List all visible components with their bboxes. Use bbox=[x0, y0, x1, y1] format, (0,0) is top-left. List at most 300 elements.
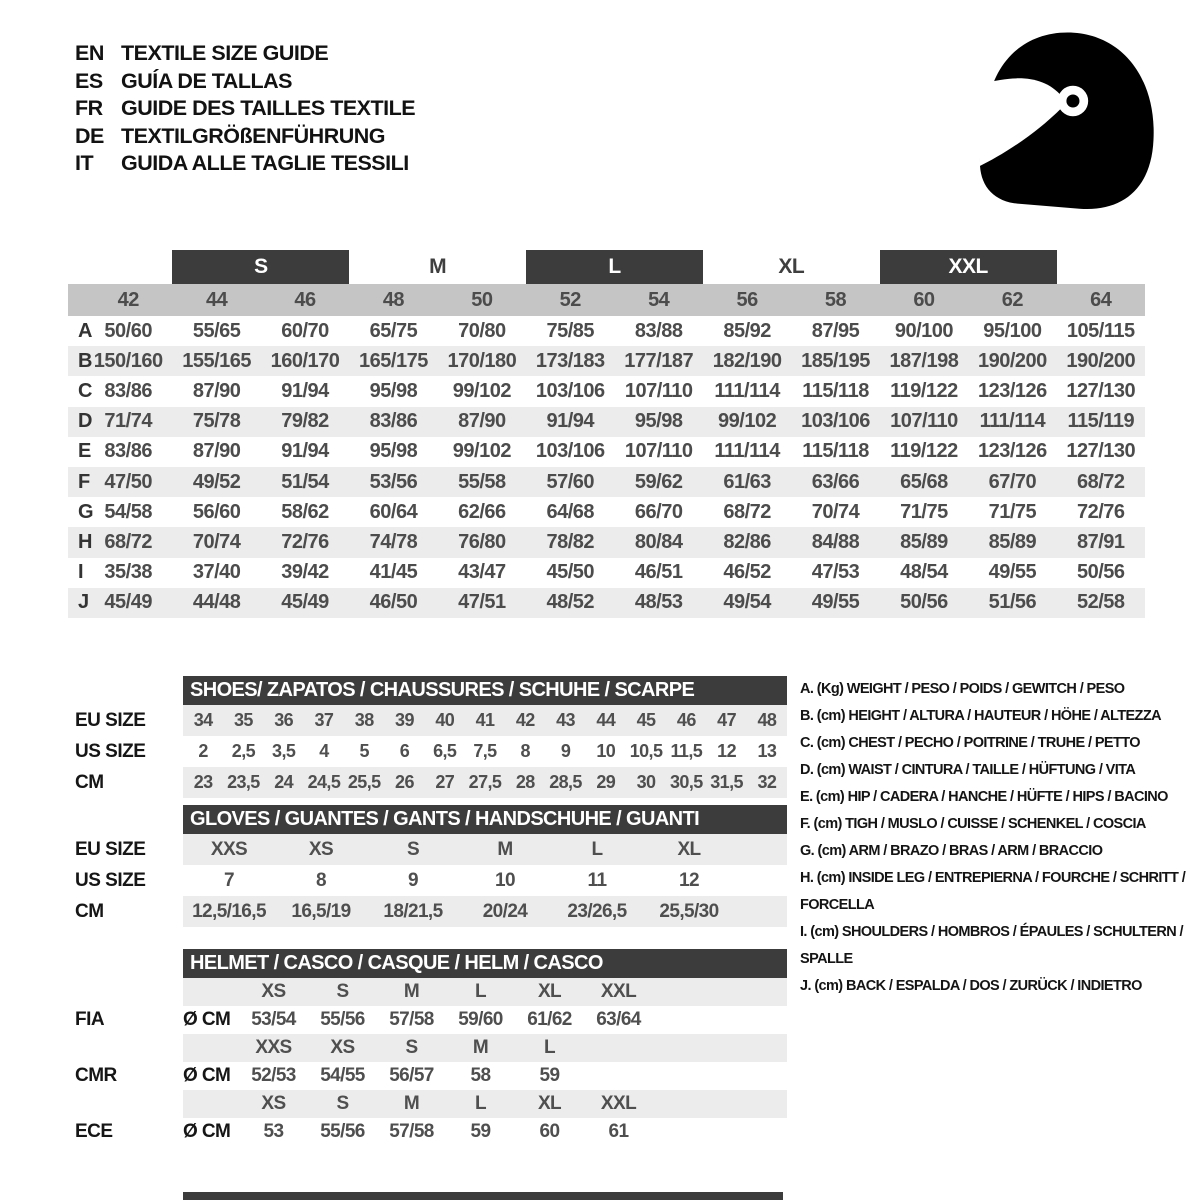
measurement-cell: 41/45 bbox=[369, 561, 418, 584]
measurement-cell: 44/48 bbox=[192, 591, 241, 614]
measurement-cell: 45/49 bbox=[281, 591, 329, 614]
row-label: EU SIZE bbox=[75, 838, 146, 860]
shoes-cell: 8 bbox=[520, 741, 530, 761]
measurement-cell: 43/47 bbox=[458, 561, 506, 584]
unit-label: Ø CM bbox=[183, 1065, 231, 1086]
helmet-cell: 54/55 bbox=[320, 1065, 365, 1086]
helmet-size-header: XXL bbox=[600, 1093, 637, 1114]
gloves-cell: 9 bbox=[408, 869, 418, 891]
measurement-cell: 150/160 bbox=[93, 349, 163, 372]
measurement-cell: 91/94 bbox=[281, 379, 329, 402]
helmet-cell: 60 bbox=[539, 1121, 560, 1142]
measurement-cell: 46/50 bbox=[369, 591, 418, 614]
measurement-cell: 177/187 bbox=[624, 349, 694, 372]
measurement-cell: 107/110 bbox=[624, 440, 693, 463]
helmet-cell: 61/62 bbox=[527, 1009, 572, 1030]
legend-item: F. (cm) TIGH / MUSLO / CUISSE / SCHENKEL / COSCIA bbox=[800, 816, 1146, 832]
measurement-cell: 190/200 bbox=[977, 349, 1047, 372]
helmet-cell: 59 bbox=[470, 1121, 491, 1142]
size-group-box: XXL bbox=[880, 250, 1057, 284]
gloves-cell: S bbox=[406, 838, 420, 860]
language-code: ES bbox=[75, 68, 103, 93]
measurement-cell: 68/72 bbox=[723, 500, 771, 523]
row-letter: E bbox=[78, 440, 91, 463]
measurement-cell: 87/95 bbox=[811, 319, 860, 342]
shoes-row-values bbox=[183, 736, 787, 767]
legend-item: I. (cm) SHOULDERS / HOMBROS / ÉPAULES / SCHULTERN / SPALLE bbox=[800, 924, 1183, 967]
measurement-cell: 76/80 bbox=[458, 530, 506, 553]
unit-label: Ø CM bbox=[183, 1121, 231, 1142]
shoes-cell: 38 bbox=[354, 710, 374, 730]
shoes-cell: 10 bbox=[596, 741, 616, 761]
measurement-cell: 190/200 bbox=[1066, 349, 1136, 372]
gloves-section-header: GLOVES / GUANTES / GANTS / HANDSCHUHE / GUANTI bbox=[183, 805, 787, 834]
measurement-cell: 37/40 bbox=[192, 561, 241, 584]
legend-item: D. (cm) WAIST / CINTURA / TAILLE / HÜFTUNG / VITA bbox=[800, 762, 1136, 778]
measurement-row bbox=[68, 497, 1145, 527]
helmet-size-header-values bbox=[183, 1090, 787, 1118]
measurement-cell: 57/60 bbox=[546, 470, 595, 493]
measurement-cell: 48/53 bbox=[634, 591, 683, 614]
shoes-cell: 12 bbox=[717, 741, 736, 761]
helmet-size-header-row bbox=[75, 1090, 787, 1118]
shoes-cell: 43 bbox=[556, 710, 575, 730]
gloves-row bbox=[75, 896, 787, 927]
values-grid bbox=[183, 1006, 787, 1034]
size-group-box: L bbox=[526, 250, 703, 284]
values-grid bbox=[183, 1118, 787, 1146]
size-group-box: S bbox=[172, 250, 349, 284]
shoes-cell: 2 bbox=[198, 741, 208, 761]
measurement-cell: 71/75 bbox=[988, 500, 1037, 523]
measurement-cell: 64/68 bbox=[546, 500, 595, 523]
gloves-row bbox=[75, 834, 787, 865]
measurement-cell: 105/115 bbox=[1066, 319, 1135, 342]
language-label: GUÍA DE TALLAS bbox=[121, 68, 292, 93]
shoes-cell: 27 bbox=[435, 772, 455, 792]
measurement-row bbox=[68, 437, 1145, 467]
row-label-spacer bbox=[75, 1090, 183, 1118]
measurement-cell: 187/198 bbox=[889, 349, 959, 372]
size-column-header: 64 bbox=[1090, 288, 1112, 311]
language-code: EN bbox=[75, 41, 104, 65]
measurement-cell: 51/54 bbox=[281, 470, 329, 493]
shoes-row bbox=[75, 736, 787, 767]
measurement-row bbox=[68, 407, 1145, 437]
standard-label: ECE bbox=[75, 1121, 113, 1142]
language-title-list bbox=[75, 40, 415, 178]
measurement-cell: 91/94 bbox=[546, 410, 595, 433]
helmet-size-header: M bbox=[403, 1093, 420, 1114]
helmet-row-values bbox=[183, 1006, 787, 1034]
measurement-cell: 87/90 bbox=[192, 440, 241, 463]
measurement-cell: 75/85 bbox=[546, 319, 595, 342]
helmet-value-row bbox=[75, 1006, 787, 1034]
helmet-cell: 55/56 bbox=[320, 1121, 365, 1142]
row-label: US SIZE bbox=[75, 740, 146, 762]
language-code: FR bbox=[75, 96, 103, 120]
helmet-cell: 59 bbox=[539, 1065, 560, 1086]
standard-label: CMR bbox=[75, 1065, 117, 1086]
measurement-cell: 39/42 bbox=[281, 561, 329, 584]
measurement-cell: 111/114 bbox=[714, 440, 780, 463]
size-column-header: 58 bbox=[824, 288, 847, 311]
shoes-cell: 25,5 bbox=[347, 772, 381, 792]
shoes-cell: 37 bbox=[314, 710, 334, 730]
shoes-cell: 6,5 bbox=[433, 741, 457, 761]
measurement-cell: 70/74 bbox=[192, 530, 241, 553]
legend-item: A. (Kg) WEIGHT / PESO / POIDS / GEWITCH / PESO bbox=[800, 681, 1125, 697]
measurement-cell: 173/183 bbox=[535, 349, 605, 372]
measurement-cell: 83/86 bbox=[104, 379, 152, 402]
helmet-cell: 63/64 bbox=[596, 1009, 641, 1030]
gloves-cell: 25,5/30 bbox=[659, 900, 719, 922]
gloves-cell: 10 bbox=[495, 869, 515, 891]
helmet-cell: 59/60 bbox=[458, 1009, 503, 1030]
shoes-cell: 4 bbox=[319, 741, 329, 761]
shoes-cell: 34 bbox=[193, 710, 213, 730]
shoes-cell: 46 bbox=[676, 710, 696, 730]
shoes-cell: 6 bbox=[399, 741, 410, 761]
language-code: IT bbox=[75, 151, 94, 175]
values-grid bbox=[183, 1034, 787, 1062]
measurement-cell: 48/54 bbox=[900, 561, 948, 584]
gloves-cell: 7 bbox=[224, 869, 234, 891]
row-letter: C bbox=[78, 379, 92, 402]
measurement-cell: 72/76 bbox=[281, 530, 329, 553]
measurement-cell: 182/190 bbox=[712, 349, 782, 372]
measurement-cell: 50/56 bbox=[1077, 561, 1125, 584]
measurement-cell: 49/55 bbox=[811, 591, 860, 614]
measurement-cell: 66/70 bbox=[634, 500, 683, 523]
gloves-cell: 18/21,5 bbox=[383, 900, 443, 922]
shoes-cell: 2,5 bbox=[231, 741, 256, 761]
helmet-size-header: XL bbox=[537, 1093, 562, 1114]
row-letter: B bbox=[78, 349, 92, 372]
shoes-cell: 28 bbox=[515, 772, 535, 792]
row-letter: I bbox=[78, 561, 84, 584]
helmet-size-header-row bbox=[75, 1034, 787, 1062]
measurement-row bbox=[68, 558, 1145, 588]
size-column-header: 42 bbox=[117, 288, 139, 311]
gloves-cell: 23/26,5 bbox=[567, 900, 627, 922]
values-grid bbox=[183, 1090, 787, 1118]
measurement-cell: 58/62 bbox=[281, 500, 329, 523]
measurement-cell: 83/86 bbox=[369, 410, 418, 433]
measurement-cell: 79/82 bbox=[281, 410, 329, 433]
helmet-row-values bbox=[183, 1062, 787, 1090]
measurement-cell: 63/66 bbox=[811, 470, 860, 493]
helmet-size-header: M bbox=[472, 1037, 489, 1058]
measurement-cell: 59/62 bbox=[634, 470, 683, 493]
helmet-size-header: S bbox=[336, 1093, 349, 1114]
helmet-section-header: HELMET / CASCO / CASQUE / HELM / CASCO bbox=[183, 949, 787, 978]
measurement-cell: 68/72 bbox=[104, 530, 152, 553]
measurement-cell: 47/53 bbox=[811, 561, 860, 584]
measurement-cell: 99/102 bbox=[452, 440, 511, 463]
measurement-cell: 165/175 bbox=[359, 349, 428, 372]
measurement-cell: 56/60 bbox=[192, 500, 241, 523]
measurement-cell: 47/51 bbox=[458, 591, 506, 614]
shoes-cell: 35 bbox=[233, 710, 253, 730]
shoes-cell: 39 bbox=[395, 710, 414, 730]
unit-label: Ø CM bbox=[183, 1009, 231, 1030]
gloves-cell: M bbox=[497, 838, 513, 860]
helmet-cell: 57/58 bbox=[389, 1121, 434, 1142]
helmet-size-header: S bbox=[405, 1037, 418, 1058]
shoes-row-values bbox=[183, 705, 787, 736]
measurement-cell: 51/56 bbox=[988, 591, 1037, 614]
legend-item: G. (cm) ARM / BRAZO / BRAS / ARM / BRACCIO bbox=[800, 843, 1103, 859]
row-label: CM bbox=[75, 900, 104, 922]
values-grid bbox=[183, 1062, 787, 1090]
gloves-cell: 11 bbox=[587, 869, 607, 891]
size-column-header: 52 bbox=[559, 288, 581, 311]
measurement-cell: 87/91 bbox=[1077, 530, 1125, 553]
measurement-cell: 61/63 bbox=[723, 470, 771, 493]
size-column-header: 50 bbox=[471, 288, 493, 311]
helmet-size-header: M bbox=[403, 981, 420, 1002]
measurement-cell: 115/119 bbox=[1067, 410, 1135, 433]
gloves-cell: 12 bbox=[679, 869, 699, 891]
measurement-cell: 160/170 bbox=[270, 349, 340, 372]
gloves-cell: L bbox=[591, 838, 603, 860]
measurement-cell: 60/70 bbox=[281, 319, 329, 342]
helmet-size-header-row bbox=[75, 978, 787, 1006]
accessory-size-tables bbox=[75, 676, 787, 1146]
helmet-cell: 61 bbox=[608, 1121, 629, 1142]
gloves-row-values bbox=[183, 865, 787, 896]
measurement-cell: 60/64 bbox=[369, 500, 418, 523]
measurement-cell: 107/110 bbox=[890, 410, 958, 433]
row-label: US SIZE bbox=[75, 869, 146, 891]
row-letter: G bbox=[78, 500, 94, 523]
measurement-cell: 52/58 bbox=[1077, 591, 1125, 614]
gloves-cell: 16,5/19 bbox=[291, 900, 351, 922]
language-label: TEXTILE SIZE GUIDE bbox=[121, 41, 329, 65]
legend-item: H. (cm) INSIDE LEG / ENTREPIERNA / FOURCHE / SCHRITT / FORCELLA bbox=[800, 870, 1186, 913]
measurement-cell: 95/98 bbox=[634, 410, 683, 433]
shoes-cell: 26 bbox=[395, 772, 414, 792]
shoes-cell: 30,5 bbox=[670, 772, 703, 792]
shoes-cell: 42 bbox=[515, 710, 535, 730]
measurement-cell: 46/51 bbox=[634, 561, 683, 584]
measurement-cell: 54/58 bbox=[104, 500, 152, 523]
measurement-cell: 111/114 bbox=[979, 410, 1046, 433]
measurement-cell: 90/100 bbox=[894, 319, 954, 342]
measurement-row bbox=[68, 527, 1145, 557]
measurement-cell: 50/56 bbox=[900, 591, 948, 614]
shoes-cell: 24 bbox=[274, 772, 294, 792]
measurement-cell: 83/86 bbox=[104, 440, 152, 463]
shoes-cell: 13 bbox=[757, 741, 777, 761]
shoes-cell: 32 bbox=[757, 772, 777, 792]
measurement-cell: 185/195 bbox=[801, 349, 870, 372]
helmet-value-row bbox=[75, 1118, 787, 1146]
gloves-row-values bbox=[183, 896, 787, 927]
measurement-cell: 47/50 bbox=[104, 470, 152, 493]
gloves-cell: 12,5/16,5 bbox=[192, 900, 266, 922]
legend-item: B. (cm) HEIGHT / ALTURA / HAUTEUR / HÖHE / ALTEZZA bbox=[800, 708, 1161, 724]
legend-item: C. (cm) CHEST / PECHO / POITRINE / TRUHE / PETTO bbox=[800, 735, 1140, 751]
row-label: CM bbox=[75, 771, 104, 793]
language-label: TEXTILGRÖßENFÜHRUNG bbox=[121, 123, 386, 148]
measurement-cell: 72/76 bbox=[1077, 500, 1125, 523]
measurement-cell: 74/78 bbox=[369, 530, 418, 553]
measurement-cell: 71/75 bbox=[900, 500, 948, 523]
helmet-cell: 52/53 bbox=[251, 1065, 296, 1086]
shoes-cell: 10,5 bbox=[629, 741, 663, 761]
measurement-cell: 115/118 bbox=[802, 379, 869, 402]
measurement-cell: 68/72 bbox=[1077, 470, 1125, 493]
legend-item: E. (cm) HIP / CADERA / HANCHE / HÜFTE / HIPS / BACINO bbox=[800, 789, 1168, 805]
shoes-cell: 48 bbox=[757, 710, 777, 730]
measurement-cell: 99/102 bbox=[718, 410, 777, 433]
measurement-cell: 48/52 bbox=[546, 591, 595, 614]
shoes-cell: 5 bbox=[359, 741, 369, 761]
language-code: DE bbox=[75, 123, 104, 148]
values-grid bbox=[183, 736, 787, 767]
size-column-header: 44 bbox=[205, 288, 228, 311]
shoes-cell: 40 bbox=[435, 710, 455, 730]
helmet-cell: 56/57 bbox=[389, 1065, 434, 1086]
measurement-cell: 65/75 bbox=[369, 319, 418, 342]
measurement-cell: 45/50 bbox=[546, 561, 595, 584]
helmet-size-header: XXL bbox=[600, 981, 637, 1002]
gloves-cell: XS bbox=[308, 838, 334, 860]
measurement-cell: 70/74 bbox=[811, 500, 860, 523]
shoes-cell: 3,5 bbox=[272, 741, 296, 761]
helmet-size-header: XXS bbox=[255, 1037, 292, 1058]
measurement-cell: 49/52 bbox=[192, 470, 241, 493]
size-column-header: 60 bbox=[913, 288, 935, 311]
measurement-cell: 115/118 bbox=[802, 440, 869, 463]
measurement-cell: 87/90 bbox=[192, 379, 241, 402]
measurement-cell: 85/89 bbox=[900, 530, 948, 553]
values-grid bbox=[183, 865, 787, 896]
gloves-section bbox=[75, 805, 787, 834]
helmet-size-header: XS bbox=[261, 1093, 286, 1114]
size-column-header: 46 bbox=[294, 288, 316, 311]
measurement-cell: 123/126 bbox=[977, 440, 1047, 463]
helmet-cell: 53/54 bbox=[251, 1009, 296, 1030]
helmet-row-values bbox=[183, 1118, 787, 1146]
measurement-cell: 127/130 bbox=[1066, 440, 1136, 463]
measurement-cell: 45/49 bbox=[104, 591, 152, 614]
size-group-label: XL bbox=[778, 255, 805, 278]
measurement-cell: 95/100 bbox=[983, 319, 1042, 342]
shoes-cell: 27,5 bbox=[468, 772, 502, 792]
measurement-cell: 62/66 bbox=[458, 500, 506, 523]
measurement-legend bbox=[800, 676, 1198, 1000]
helmet-icon bbox=[975, 22, 1160, 217]
title-spacer bbox=[75, 676, 183, 705]
gloves-row-values bbox=[183, 834, 787, 865]
measurement-cell: 65/68 bbox=[900, 470, 948, 493]
shoes-cell: 47 bbox=[717, 710, 736, 730]
measurement-cell: 55/65 bbox=[192, 319, 241, 342]
measurement-cell: 75/78 bbox=[192, 410, 241, 433]
helmet-size-header: S bbox=[336, 981, 349, 1002]
measurement-cell: 123/126 bbox=[977, 379, 1047, 402]
measurement-cell: 155/165 bbox=[182, 349, 252, 372]
measurement-cell: 67/70 bbox=[988, 470, 1037, 493]
measurement-cell: 85/92 bbox=[723, 319, 771, 342]
helmet-value-row bbox=[75, 1062, 787, 1090]
shoes-section bbox=[75, 676, 787, 705]
size-column-header: 56 bbox=[736, 288, 758, 311]
size-column-header: 62 bbox=[1001, 288, 1023, 311]
measurement-cell: 49/54 bbox=[723, 591, 771, 614]
measurement-cell: 83/88 bbox=[634, 319, 683, 342]
legend-item: J. (cm) BACK / ESPALDA / DOS / ZURÜCK / INDIETRO bbox=[800, 978, 1142, 994]
measurement-cell: 80/84 bbox=[634, 530, 683, 553]
shoes-section-header: SHOES/ ZAPATOS / CHAUSSURES / SCHUHE / SCARPE bbox=[183, 676, 787, 705]
measurement-cell: 119/122 bbox=[890, 379, 958, 402]
measurement-cell: 95/98 bbox=[369, 440, 418, 463]
helmet-size-header: L bbox=[474, 981, 486, 1002]
values-grid bbox=[183, 705, 787, 736]
measurement-cell: 70/80 bbox=[458, 319, 506, 342]
measurement-row bbox=[68, 588, 1145, 618]
shoes-row bbox=[75, 767, 787, 798]
measurement-cell: 87/90 bbox=[458, 410, 506, 433]
helmet-section bbox=[75, 949, 787, 978]
shoes-cell: 7,5 bbox=[473, 741, 497, 761]
shoes-cell: 45 bbox=[636, 710, 656, 730]
language-label: GUIDA ALLE TAGLIE TESSILI bbox=[121, 151, 409, 175]
measurement-cell: 55/58 bbox=[458, 470, 506, 493]
row-label-spacer bbox=[75, 978, 183, 1006]
size-column-header: 48 bbox=[382, 288, 405, 311]
values-grid bbox=[183, 767, 787, 798]
measurement-cell: 103/106 bbox=[535, 440, 605, 463]
gloves-cell: XXS bbox=[210, 838, 248, 860]
measurement-cell: 85/89 bbox=[988, 530, 1037, 553]
gloves-cell: 8 bbox=[316, 869, 326, 891]
measurement-row bbox=[68, 316, 1145, 346]
measurement-row bbox=[68, 376, 1145, 406]
helmet-size-header-values bbox=[183, 1034, 787, 1062]
shoes-cell: 28,5 bbox=[549, 772, 582, 792]
helmet-size-header: XS bbox=[330, 1037, 355, 1058]
measurement-cell: 78/82 bbox=[546, 530, 595, 553]
measurement-cell: 50/60 bbox=[104, 319, 152, 342]
language-label: GUIDE DES TAILLES TEXTILE bbox=[121, 96, 416, 120]
values-grid bbox=[183, 896, 787, 927]
measurement-row bbox=[68, 467, 1145, 497]
measurement-cell: 99/102 bbox=[452, 379, 511, 402]
helmet-cell: 55/56 bbox=[320, 1009, 365, 1030]
measurement-cell: 103/106 bbox=[801, 410, 870, 433]
textile-size-table bbox=[68, 250, 1145, 618]
measurement-cell: 119/122 bbox=[890, 440, 958, 463]
helmet-size-header: L bbox=[474, 1093, 486, 1114]
row-label-spacer bbox=[75, 1034, 183, 1062]
row-letter: H bbox=[78, 530, 92, 553]
values-grid bbox=[183, 978, 787, 1006]
shoes-cell: 30 bbox=[636, 772, 656, 792]
measurement-cell: 46/52 bbox=[723, 561, 771, 584]
values-grid bbox=[183, 834, 787, 865]
measurement-cell: 82/86 bbox=[723, 530, 771, 553]
title-spacer bbox=[75, 949, 183, 978]
measurement-cell: 107/110 bbox=[624, 379, 693, 402]
helmet-cell: 53 bbox=[263, 1121, 284, 1142]
shoes-row-values bbox=[183, 767, 787, 798]
gloves-cell: 20/24 bbox=[482, 900, 528, 922]
measurement-cell: 35/38 bbox=[104, 561, 152, 584]
